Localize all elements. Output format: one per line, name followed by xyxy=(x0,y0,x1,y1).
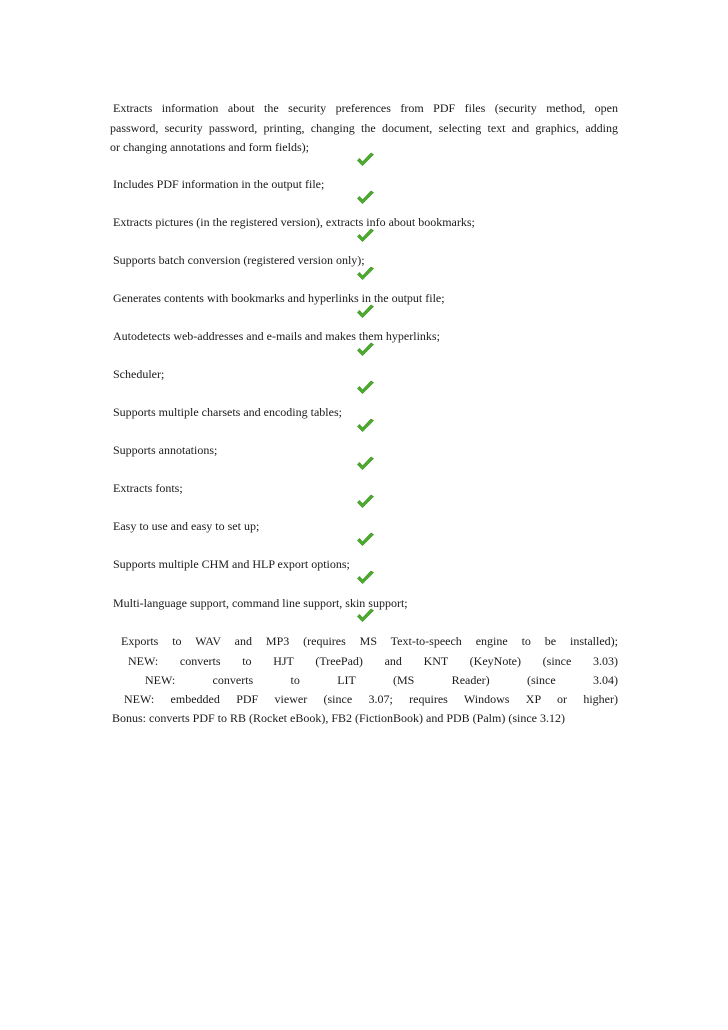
check-icon xyxy=(356,152,375,168)
final-line-5: Bonus: converts PDF to RB (Rocket eBook), FB2 (FictionBook) and PDB (Palm) (since 3.12) xyxy=(112,711,565,725)
feature-item: Scheduler; xyxy=(113,367,165,381)
feature-item: Generates contents with bookmarks and hyperlinks in the output file; xyxy=(113,291,445,305)
check-icon xyxy=(356,494,375,510)
feature-item: Extracts fonts; xyxy=(113,481,183,495)
check-icon xyxy=(356,266,375,282)
check-icon xyxy=(356,190,375,206)
check-icon xyxy=(356,228,375,244)
feature-item: Includes PDF information in the output file; xyxy=(113,177,325,191)
feature-item: Autodetects web-addresses and e-mails and makes them hyperlinks; xyxy=(113,329,440,343)
check-icon xyxy=(356,342,375,358)
feature-item: Supports multiple charsets and encoding tables; xyxy=(113,405,342,419)
check-icon xyxy=(356,418,375,434)
feature-item: Supports batch conversion (registered version only); xyxy=(113,253,365,267)
intro-line-3: or changing annotations and form fields); xyxy=(110,140,309,154)
feature-item: Multi-language support, command line support, skin support; xyxy=(113,596,408,610)
feature-item: Supports annotations; xyxy=(113,443,218,457)
feature-item: Extracts pictures (in the registered version), extracts info about bookmarks; xyxy=(113,215,475,229)
final-line-4: NEW: embedded PDF viewer (since 3.07; requires Windows XP or higher) xyxy=(124,692,618,706)
feature-item: Easy to use and easy to set up; xyxy=(113,519,260,533)
check-icon xyxy=(356,456,375,472)
check-icon xyxy=(356,570,375,586)
final-line-2: NEW: converts to HJT (TreePad) and KNT (KeyNote) (since 3.03) xyxy=(128,654,618,668)
intro-line-1: Extracts information about the security preferences from PDF files (security method, open xyxy=(113,101,618,115)
check-icon xyxy=(356,532,375,548)
check-icon xyxy=(356,380,375,396)
final-line-3: NEW: converts to LIT (MS Reader) (since 3.04) xyxy=(145,673,618,687)
intro-line-2: password, security password, printing, changing the document, selecting text and graphics, adding xyxy=(110,121,618,135)
final-line-1: Exports to WAV and MP3 (requires MS Text-to-speech engine to be installed); xyxy=(121,634,618,648)
feature-item: Supports multiple CHM and HLP export options; xyxy=(113,557,350,571)
check-icon xyxy=(356,304,375,320)
